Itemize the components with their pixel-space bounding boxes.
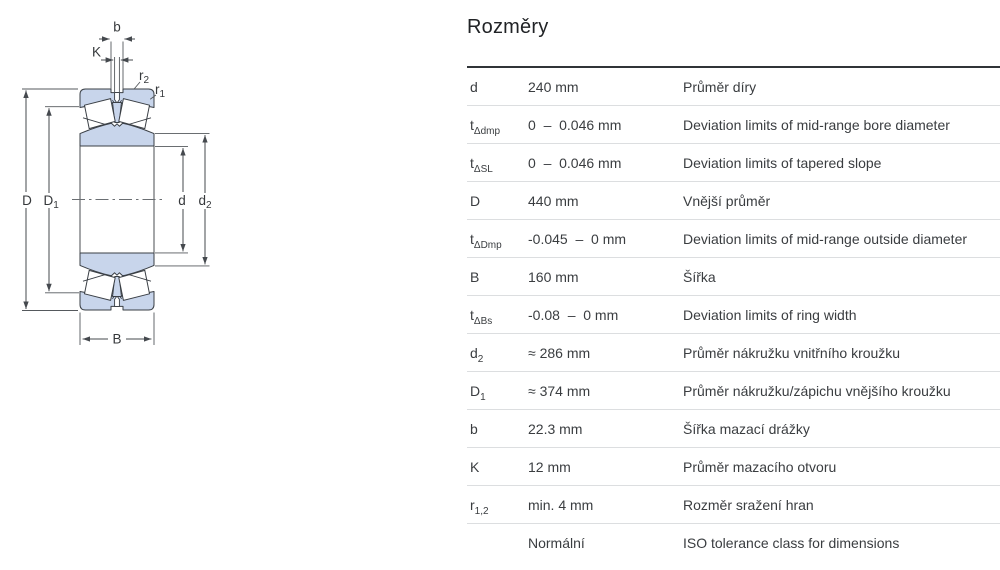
symbol-cell: $t_{\Delta Dmp}$ — [470, 230, 502, 251]
bearing-drawing-svg — [0, 0, 460, 565]
value-cell: -0.045 – 0 mm — [528, 230, 627, 247]
symbol-cell: D — [470, 192, 481, 209]
label-groove-diameter-D1: $D_1$ — [43, 193, 59, 211]
dimensions-table — [467, 66, 1000, 562]
description-cell: Deviation limits of mid-range bore diameter — [683, 116, 950, 133]
label-width-B: B — [112, 331, 122, 347]
table-row — [467, 220, 1000, 258]
symbol-cell: d — [470, 78, 478, 95]
symbol-cell: $t_{\Delta SL}$ — [470, 154, 493, 175]
symbol-cell: $d_2$ — [470, 344, 484, 365]
value-cell: 0 – 0.046 mm — [528, 154, 622, 171]
description-cell: Deviation limits of ring width — [683, 306, 857, 323]
bearing-lower-section — [80, 253, 154, 310]
value-cell: 0 – 0.046 mm — [528, 116, 622, 133]
symbol-cell: B — [470, 268, 480, 285]
description-cell: ISO tolerance class for dimensions — [683, 535, 900, 551]
label-shoulder-diameter-d2: $d_2$ — [198, 193, 212, 211]
description-cell: Průměr mazacího otvoru — [683, 458, 837, 475]
symbol-cell: $r_{1,2}$ — [470, 496, 489, 517]
bearing-upper-section — [80, 89, 154, 146]
table-row — [467, 372, 1000, 410]
table-row — [467, 448, 1000, 486]
description-cell: Průměr nákružku vnitřního kroužku — [683, 344, 901, 361]
value-cell: -0.08 – 0 mm — [528, 306, 619, 323]
label-groove-width-b: b — [113, 19, 121, 35]
symbol-cell: $t_{\Delta Bs}$ — [470, 306, 493, 327]
label-bore-diameter-d: d — [178, 193, 186, 208]
value-cell: 160 mm — [528, 268, 579, 285]
table-row — [467, 68, 1000, 106]
bearing-cross-section-diagram — [0, 0, 460, 565]
symbol-cell: K — [470, 458, 480, 475]
value-cell: ≈ 286 mm — [528, 344, 591, 361]
table-row — [467, 182, 1000, 220]
table-row — [467, 486, 1000, 524]
symbol-cell: $D_1$ — [470, 382, 486, 403]
value-cell: Normální — [528, 535, 585, 551]
table-row — [467, 106, 1000, 144]
value-cell: min. 4 mm — [528, 496, 594, 513]
section-title: Rozměry — [467, 16, 549, 38]
value-cell: 240 mm — [528, 78, 579, 95]
description-cell: Průměr nákružku/zápichu vnějšího kroužku — [683, 382, 951, 399]
description-cell: Průměr díry — [683, 78, 757, 95]
value-cell: 440 mm — [528, 192, 579, 209]
symbol-cell: $t_{\Delta dmp}$ — [470, 116, 501, 137]
value-cell: 12 mm — [528, 458, 571, 475]
table-row — [467, 144, 1000, 182]
description-cell: Šířka — [683, 268, 716, 285]
value-cell: ≈ 374 mm — [528, 382, 591, 399]
symbol-cell: b — [470, 420, 478, 437]
value-cell: 22.3 mm — [528, 420, 583, 437]
label-chamfer-r2: $r_2$ — [139, 68, 150, 86]
label-chamfer-r1: $r_1$ — [155, 82, 166, 100]
label-outside-diameter-D: D — [22, 193, 32, 208]
table-row — [467, 296, 1000, 334]
description-cell: Rozměr sražení hran — [683, 496, 814, 513]
table-row — [467, 410, 1000, 448]
description-cell: Šířka mazací drážky — [683, 420, 810, 437]
description-cell: Deviation limits of tapered slope — [683, 154, 882, 171]
description-cell: Vnější průměr — [683, 192, 771, 209]
table-row — [467, 334, 1000, 372]
table-row — [467, 524, 1000, 562]
table-row — [467, 258, 1000, 296]
description-cell: Deviation limits of mid-range outside diameter — [683, 230, 968, 247]
label-hole-diameter-K: K — [91, 44, 102, 60]
dimensions-panel — [466, 0, 1000, 551]
